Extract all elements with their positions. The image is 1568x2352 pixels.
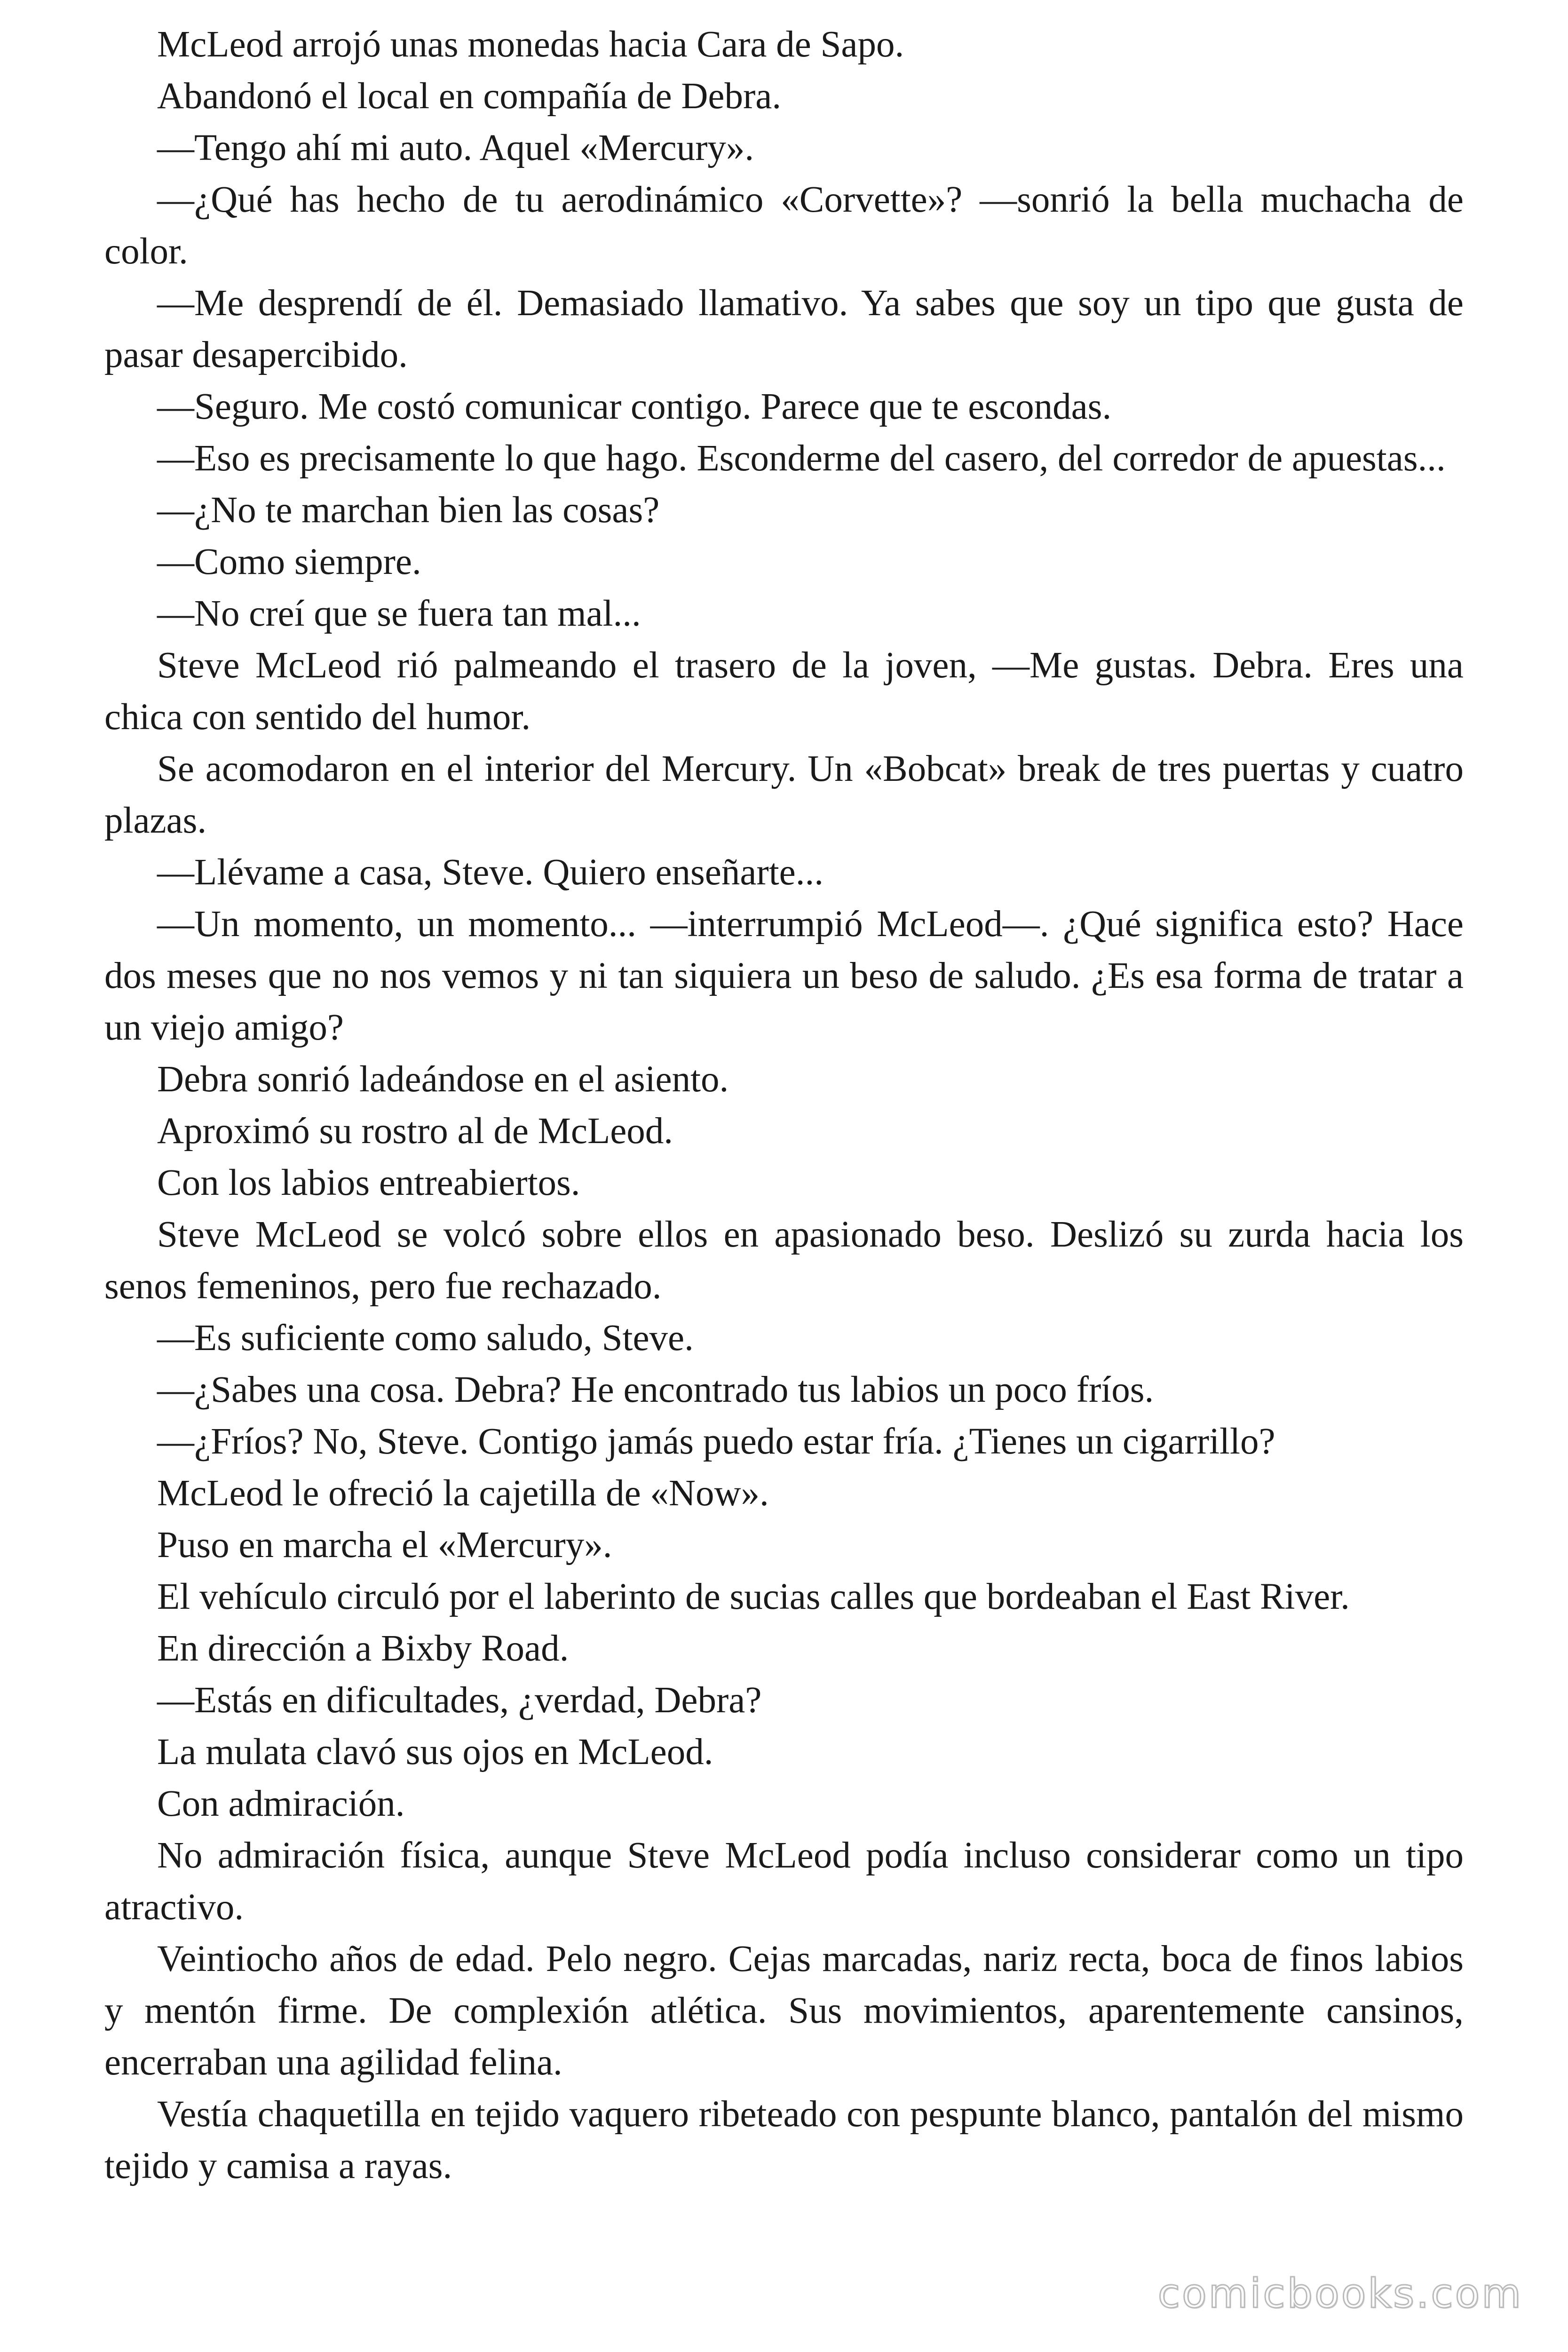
paragraph-13: —Llévame a casa, Steve. Quiero enseñarte... (157, 852, 824, 893)
paragraph-29: No admiración física, aunque Steve McLeod podía incluso considerar como un tipo atractivo. (104, 1835, 1464, 1928)
paragraph-16: Aproximó su rostro al de McLeod. (157, 1111, 673, 1152)
paragraph-9: —Como siempre. (157, 541, 421, 582)
paragraph-25: En dirección a Bixby Road. (157, 1628, 569, 1669)
paragraph-11: Steve McLeod rió palmeando el trasero de la joven, —Me gustas. Debra. Eres una chica con sentido del humor. (104, 645, 1464, 738)
paragraph-31: Vestía chaquetilla en tejido vaquero ribeteado con pespunte blanco, pantalón del mismo tejido y camisa a rayas. (104, 2094, 1464, 2186)
paragraph-15: Debra sonrió ladeándose en el asiento. (157, 1059, 729, 1100)
book-page-text (104, 19, 1464, 2305)
paragraph-6: —Seguro. Me costó comunicar contigo. Parece que te escondas. (157, 386, 1112, 427)
paragraph-27: La mulata clavó sus ojos en McLeod. (157, 1732, 713, 1772)
paragraph-26: —Estás en dificultades, ¿verdad, Debra? (157, 1680, 762, 1721)
paragraph-20: —¿Sabes una cosa. Debra? He encontrado tus labios un poco fríos. (157, 1369, 1154, 1410)
paragraph-10: —No creí que se fuera tan mal... (157, 593, 641, 634)
paragraph-17: Con los labios entreabiertos. (157, 1162, 580, 1203)
paragraph-23: Puso en marcha el «Mercury». (157, 1525, 612, 1565)
paragraph-1: McLeod arrojó unas monedas hacia Cara de Sapo. (157, 24, 904, 65)
paragraph-22: McLeod le ofreció la cajetilla de «Now». (157, 1473, 769, 1514)
paragraph-19: —Es suficiente como saludo, Steve. (157, 1318, 694, 1359)
paragraph-14: —Un momento, un momento... —interrumpió McLeod—. ¿Qué significa esto? Hace dos meses que no nos vemos y ni tan siquiera un beso de saludo. ¿Es esa forma de tratar a un viejo amigo? (104, 904, 1464, 1048)
paragraph-5: —Me desprendí de él. Demasiado llamativo. Ya sabes que soy un tipo que gusta de pasar desapercibido. (104, 283, 1464, 375)
paragraph-2: Abandonó el local en compañía de Debra. (157, 76, 782, 117)
paragraph-3: —Tengo ahí mi auto. Aquel «Mercury». (157, 127, 754, 168)
watermark: comicbooks.com (1157, 2270, 1523, 2317)
paragraph-30: Veintiocho años de edad. Pelo negro. Cejas marcadas, nariz recta, boca de finos labios y mentón firme. De complexión atlética. Sus movimientos, aparentemente cansinos, encerraban una agilidad felina. (104, 1939, 1464, 2083)
paragraph-24: El vehículo circuló por el laberinto de sucias calles que bordeaban el East River. (157, 1576, 1350, 1617)
paragraph-12: Se acomodaron en el interior del Mercury. Un «Bobcat» break de tres puertas y cuatro plazas. (104, 748, 1464, 841)
paragraph-18: Steve McLeod se volcó sobre ellos en apasionado beso. Deslizó su zurda hacia los senos femeninos, pero fue rechazado. (104, 1214, 1464, 1307)
paragraph-7: —Eso es precisamente lo que hago. Esconderme del casero, del corredor de apuestas... (157, 438, 1446, 479)
paragraph-28: Con admiración. (157, 1783, 405, 1824)
paragraph-4: —¿Qué has hecho de tu aerodinámico «Corvette»? —sonrió la bella muchacha de color. (104, 179, 1464, 272)
paragraph-8: —¿No te marchan bien las cosas? (157, 490, 660, 531)
paragraph-21: —¿Fríos? No, Steve. Contigo jamás puedo estar fría. ¿Tienes un cigarrillo? (157, 1421, 1275, 1462)
